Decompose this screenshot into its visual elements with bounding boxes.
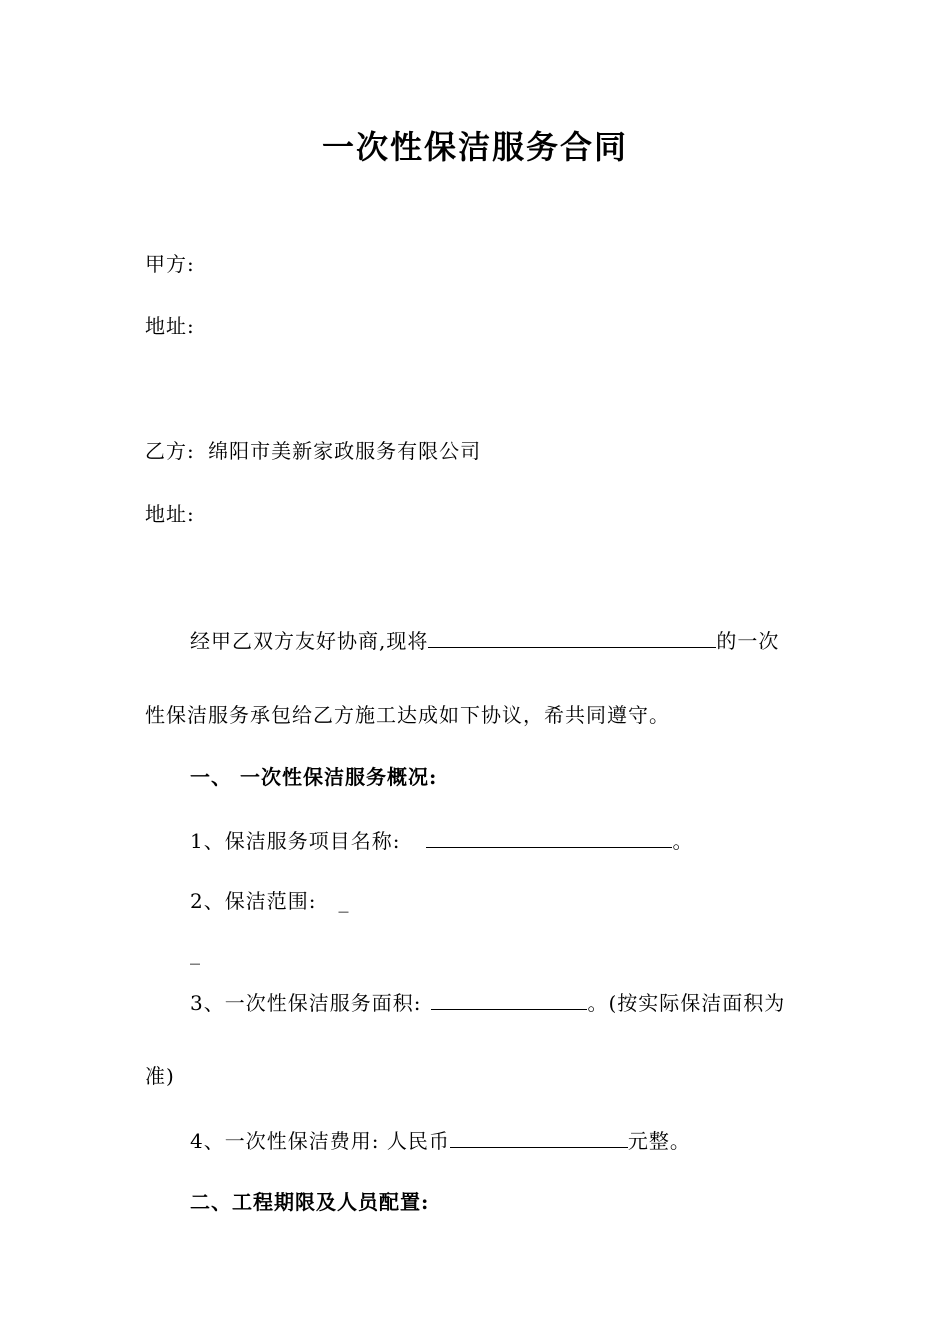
item-1-blank [426,827,672,848]
item-3 [190,989,785,1015]
item-1-label: 1、保洁服务项目名称: [190,829,401,853]
intro-line-1 [190,627,779,653]
intro-text-2: 的一次 [716,629,780,653]
party-b-label: 乙方: [145,439,195,463]
item-3-continuation: 准) [145,1064,175,1088]
item-1-end: 。 [672,829,694,853]
party-a-label: 甲方: [145,252,195,276]
item-2-label: 2、保洁范围: [190,889,317,913]
item-1 [190,827,693,853]
party-b-name: 绵阳市美新家政服务有限公司 [208,439,482,463]
item-4-end: 元整。 [627,1129,691,1153]
document-title: 一次性保洁服务合同 [321,128,628,166]
item-3-end: 。(按实际保洁面积为 [587,991,786,1015]
item-4 [190,1127,691,1153]
item-4-label: 4、一次性保洁费用: 人民币 [190,1129,450,1153]
party-b-line [145,439,481,463]
item-2-mark: _ [338,889,350,913]
party-a-address-label: 地址: [145,314,195,338]
item-2-continuation: _ [190,941,201,965]
section-1-heading: 一、 一次性保洁服务概况: [190,765,438,789]
project-blank [428,627,716,648]
party-b-address-label: 地址: [145,502,195,526]
item-3-blank [431,989,587,1010]
item-4-blank [450,1127,628,1148]
intro-line-2: 性保洁服务承包给乙方施工达成如下协议，希共同遵守。 [145,703,670,727]
item-3-label: 3、一次性保洁服务面积: [190,991,422,1015]
intro-text-1: 经甲乙双方友好协商,现将 [190,629,429,653]
item-2 [190,889,349,913]
section-2-heading: 二、工程期限及人员配置: [190,1190,430,1214]
